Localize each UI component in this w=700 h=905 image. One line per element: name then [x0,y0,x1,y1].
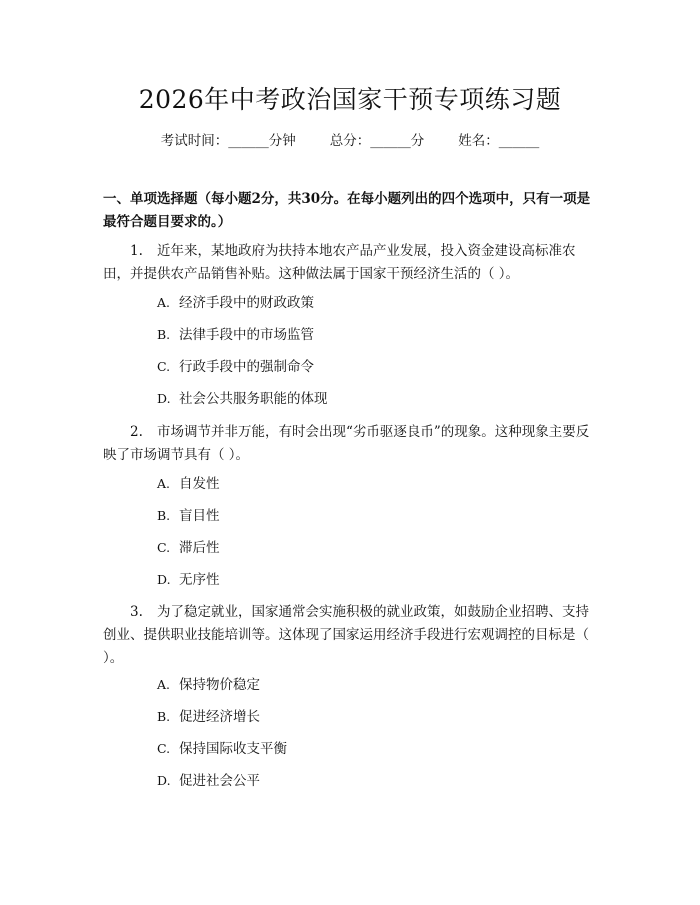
question-number: 2. [130,424,143,440]
question-1 [103,240,599,286]
option-text: 保持国际收支平衡 [179,741,287,757]
option-text: 行政手段中的强制命令 [179,359,314,375]
option-letter: C. [157,741,171,756]
question-1-option-c[interactable] [157,357,577,377]
option-text: 保持物价稳定 [179,677,260,693]
question-text: 为了稳定就业，国家通常会实施积极的就业政策，如鼓励企业招聘、支持创业、提供职业技能培训等。这体现了国家运用经济手段进行宏观调控的目标是（ ）。 [103,604,589,666]
question-1-option-b[interactable] [157,325,577,345]
option-text: 法律手段中的市场监管 [179,327,314,343]
question-text: 市场调节并非万能，有时会出现“劣币驱逐良币”的现象。这种现象主要反映了市场调节具有（ ）。 [103,424,590,463]
question-2-option-c[interactable] [157,538,577,558]
question-2-option-d[interactable] [157,570,577,590]
total-score-field: 总分：______分 [329,133,425,149]
option-letter: C. [157,540,171,555]
option-text: 无序性 [179,572,220,588]
option-letter: B. [157,508,171,523]
option-letter: D. [157,391,171,406]
option-text: 滞后性 [179,540,220,556]
question-3-option-d[interactable] [157,771,577,791]
option-letter: B. [157,709,171,724]
question-2-option-b[interactable] [157,506,577,526]
question-3 [103,601,599,670]
option-letter: D. [157,572,171,587]
exam-info-line [0,131,700,151]
question-3-option-b[interactable] [157,707,577,727]
option-letter: B. [157,327,171,342]
question-2 [103,421,599,467]
option-text: 经济手段中的财政政策 [179,295,314,311]
option-text: 社会公共服务职能的体现 [179,391,328,407]
question-number: 1. [130,243,143,259]
option-letter: A. [157,677,171,692]
section-heading: 一、单项选择题（每小题2分，共30分。在每小题列出的四个选项中，只有一项是最符合题目要求的。） [103,191,591,230]
question-number: 3. [130,604,143,620]
question-1-option-d[interactable] [157,389,577,409]
question-2-option-a[interactable] [157,474,577,494]
option-text: 盲目性 [179,508,220,524]
exam-time-field: 考试时间：______分钟 [160,133,296,149]
option-text: 促进社会公平 [179,773,260,789]
option-letter: C. [157,359,171,374]
question-3-option-a[interactable] [157,675,577,695]
option-text: 促进经济增长 [179,709,260,725]
question-text: 近年来，某地政府为扶持本地农产品产业发展，投入资金建设高标准农田，并提供农产品销售补贴。这种做法属于国家干预经济生活的（ ）。 [103,243,576,282]
question-3-option-c[interactable] [157,739,577,759]
student-name-field: 姓名：______ [458,133,540,149]
option-letter: D. [157,773,171,788]
page-title: 2026年中考政治国家干预专项练习题 [138,85,562,114]
option-letter: A. [157,295,171,310]
option-text: 自发性 [179,476,220,492]
question-1-option-a[interactable] [157,293,577,313]
option-letter: A. [157,476,171,491]
